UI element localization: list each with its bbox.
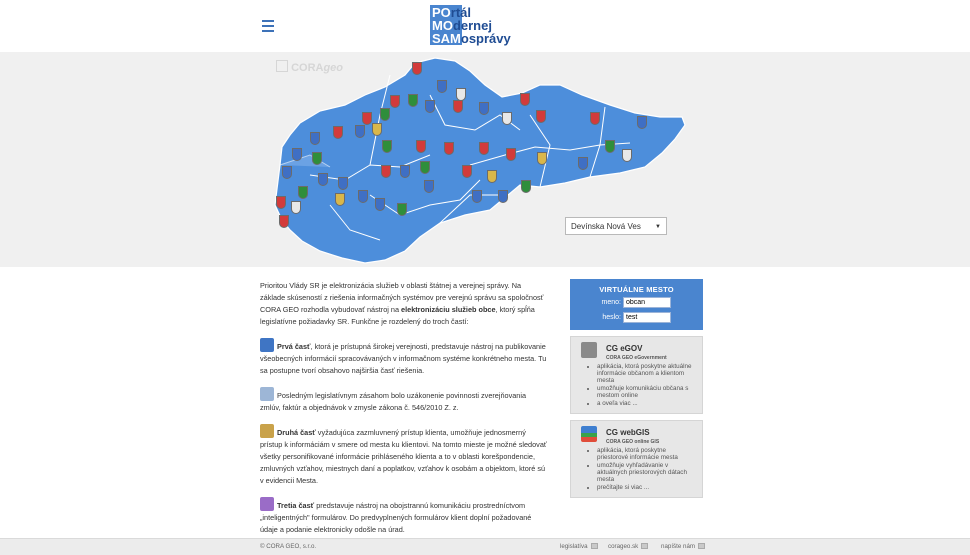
portal-logo[interactable] xyxy=(430,5,542,45)
right-column xyxy=(570,279,703,498)
crest-marker[interactable] xyxy=(380,108,390,121)
crest-marker[interactable] xyxy=(590,112,600,125)
webgis-header xyxy=(577,426,696,446)
webgis-subtitle: CORA GEO online GIS xyxy=(606,439,660,445)
document-icon xyxy=(260,387,274,401)
crest-marker[interactable] xyxy=(412,62,422,75)
crest-marker[interactable] xyxy=(298,186,308,199)
read-more-link[interactable]: • a oveľa viac ... xyxy=(597,400,696,407)
crest-marker[interactable] xyxy=(537,152,547,165)
crest-marker[interactable] xyxy=(498,190,508,203)
crest-marker[interactable] xyxy=(291,201,301,214)
webgis-list xyxy=(577,447,696,491)
crest-marker[interactable] xyxy=(338,177,348,190)
crest-marker[interactable] xyxy=(420,161,430,174)
crest-marker[interactable] xyxy=(390,95,400,108)
crest-marker[interactable] xyxy=(362,112,372,125)
corageo-link[interactable]: corageo.sk xyxy=(608,543,648,550)
globe-icon xyxy=(581,426,597,442)
menu-icon[interactable] xyxy=(262,20,274,35)
crest-marker[interactable] xyxy=(444,142,454,155)
egov-subtitle: CORA GEO eGovernment xyxy=(606,355,667,361)
crest-marker[interactable] xyxy=(416,140,426,153)
crest-marker[interactable] xyxy=(382,140,392,153)
egov-box[interactable] xyxy=(570,336,703,414)
part1-paragraph: Prvá časť, ktorá je prístupná širokej verejnosti, predstavuje nástroj na publikovanie všeobecných informácií spracovávaných v informačnom systéme konkrétneho mesta. Tu sa postupne tvorí obsahovo najširšia časť riešenia. xyxy=(260,338,548,377)
slovakia-map[interactable] xyxy=(270,55,710,267)
crest-marker[interactable] xyxy=(425,100,435,113)
crest-marker[interactable] xyxy=(400,165,410,178)
virtual-city-login xyxy=(570,279,703,330)
intro-paragraph: Prioritou Vlády SR je elektronizácia služieb v oblasti štátnej a verejnej správy. Na základe skúseností z riešenia informačných systémov pre verejnú správu sa spoločnosť CORA GEO rozhodla vybudovať nástroj na elektronizáciu služieb obce, ktorý spĺňa legislatívne požiadavky SR. Funkčne je rozdelený do troch častí: xyxy=(260,281,544,326)
crest-marker[interactable] xyxy=(408,94,418,107)
crest-marker[interactable] xyxy=(487,170,497,183)
crest-marker[interactable] xyxy=(318,173,328,186)
webgis-box[interactable] xyxy=(570,420,703,498)
crest-marker[interactable] xyxy=(358,190,368,203)
contact-link[interactable]: napíšte nám xyxy=(661,543,705,550)
webgis-title: CG webGIS xyxy=(606,428,650,437)
egov-icon xyxy=(581,342,597,358)
crest-marker[interactable] xyxy=(637,116,647,129)
password-input[interactable] xyxy=(623,312,671,323)
mail-icon xyxy=(698,543,705,549)
footer xyxy=(0,538,970,555)
crest-marker[interactable] xyxy=(453,100,463,113)
virtual-city-title: VIRTUÁLNE MESTO xyxy=(599,285,674,294)
part3-paragraph: Tretia časť predstavuje nástroj na obojstrannú komunikáciu prostredníctvom „inteligentných" formulárov. Do predvyplnených formulárov klient doplní požadované údaje a podanie elektronicky odošle na úrad. xyxy=(260,497,548,536)
egov-title: CG eGOV xyxy=(606,344,643,353)
password-row xyxy=(570,312,703,324)
crest-marker[interactable] xyxy=(279,215,289,228)
crest-marker[interactable] xyxy=(312,152,322,165)
logo-row-3: SAMosprávy xyxy=(432,31,511,46)
coragco-watermark: CORAgeo xyxy=(276,60,343,74)
region-select[interactable]: Devínska Nová Ves ▼ xyxy=(565,217,667,235)
link-icon xyxy=(641,543,648,549)
crest-marker[interactable] xyxy=(381,165,391,178)
crest-marker[interactable] xyxy=(578,157,588,170)
crest-marker[interactable] xyxy=(333,126,343,139)
crest-marker[interactable] xyxy=(372,123,382,136)
info-icon xyxy=(260,338,274,352)
password-label: heslo: xyxy=(602,314,621,321)
chevron-down-icon: ▼ xyxy=(655,224,661,230)
crest-marker[interactable] xyxy=(506,148,516,161)
crest-marker[interactable] xyxy=(479,142,489,155)
crest-marker[interactable] xyxy=(375,198,385,211)
crest-marker[interactable] xyxy=(521,180,531,193)
legal-paragraph: Posledným legislatívnym zásahom bolo uzákonenie povinnosti zverejňovania zmlúv, faktúr a objednávok v zmysle zákona č. 546/2010 Z. z. xyxy=(260,387,548,414)
list-item: • umožňuje komunikáciu občana s mestom online xyxy=(597,385,696,399)
username-label: meno: xyxy=(601,299,621,306)
crest-marker[interactable] xyxy=(479,102,489,115)
logo-row-2: MOdernej xyxy=(432,18,492,33)
username-row xyxy=(570,297,703,309)
crest-marker[interactable] xyxy=(502,112,512,125)
main-content xyxy=(260,280,548,546)
crest-marker[interactable] xyxy=(622,149,632,162)
crest-marker[interactable] xyxy=(605,140,615,153)
egov-header xyxy=(577,342,696,362)
list-item: • umožňuje vyhľadávanie v aktuálnych priestorových dátach mesta xyxy=(597,462,696,483)
egov-list xyxy=(577,363,696,407)
crest-marker[interactable] xyxy=(276,196,286,209)
lock-icon xyxy=(260,424,274,438)
logo-row-1: POrtál xyxy=(432,5,472,20)
crest-marker[interactable] xyxy=(335,193,345,206)
read-more-link[interactable]: • prečítajte si viac ... xyxy=(597,484,696,491)
crest-marker[interactable] xyxy=(282,166,292,179)
crest-marker[interactable] xyxy=(397,203,407,216)
copyright-text: © CORA GEO, s.r.o. xyxy=(260,543,317,550)
crest-marker[interactable] xyxy=(536,110,546,123)
crest-marker[interactable] xyxy=(292,148,302,161)
crest-marker[interactable] xyxy=(472,190,482,203)
crest-marker[interactable] xyxy=(310,132,320,145)
crest-marker[interactable] xyxy=(355,125,365,138)
legislation-link[interactable]: legislatíva xyxy=(560,543,598,550)
crest-marker[interactable] xyxy=(424,180,434,193)
list-item: • aplikácia, ktorá poskytne priestorové informácie mesta xyxy=(597,447,696,461)
crest-marker[interactable] xyxy=(520,93,530,106)
user-icon xyxy=(260,497,274,511)
part2-paragraph: Druhá časť vyžadujúca zazmluvnený prístup klienta, umožňuje jednosmerný prístup k informáciám v smere od mesta ku klientovi. Na tomto mieste je možné sledovať všetky personifikované informácie prihláseného klienta a to v oblasti korešpondencie, zmluvných vzťahov, miestnych daní a poplatkov, vzťahov k osobám a objektom, ktoré sú v evidencii Mesta. xyxy=(260,424,548,487)
globe-icon xyxy=(591,543,598,549)
crest-marker[interactable] xyxy=(437,80,447,93)
list-item: • aplikácia, ktorá poskytne aktuálne informácie občanom a klientom mesta xyxy=(597,363,696,384)
username-input[interactable] xyxy=(623,297,671,308)
crest-marker[interactable] xyxy=(462,165,472,178)
